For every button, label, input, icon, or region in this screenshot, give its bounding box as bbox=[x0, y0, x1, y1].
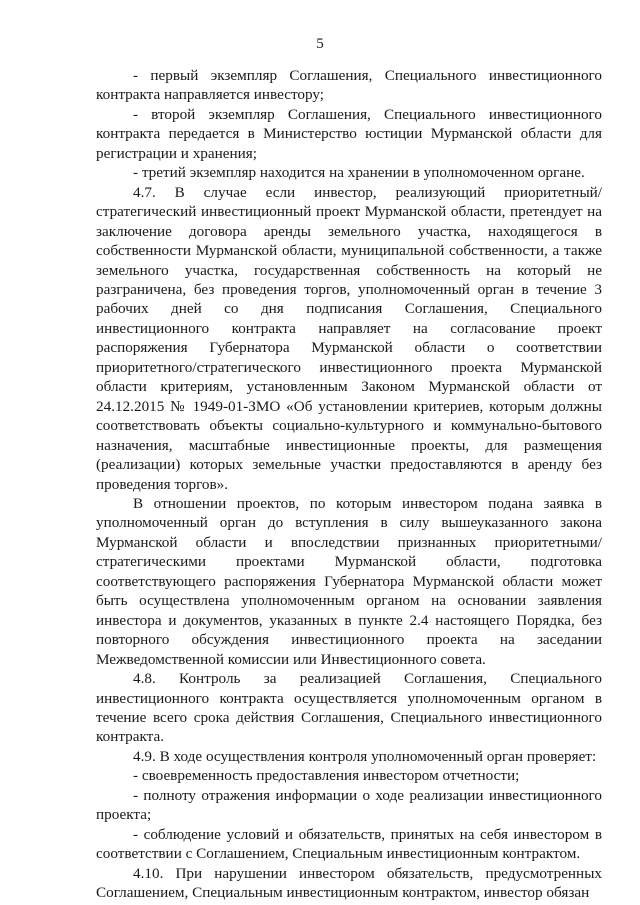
paragraph-4-9: 4.9. В ходе осуществления контроля уполномоченный орган проверяет: bbox=[133, 747, 597, 765]
paragraph-third-copy: - третий экземпляр находится на хранении в уполномоченном органе. bbox=[133, 164, 585, 182]
document-body bbox=[96, 66, 602, 902]
paragraph-check-completeness: - полноту отражения информации о ходе реализации инвестиционного проекта; bbox=[96, 786, 602, 824]
paragraph-check-obligations: - соблюдение условий и обязательств, принятых на себя инвестором в соответствии с Соглашением, Специальным инвестиционным контрактом. bbox=[96, 825, 602, 863]
paragraph-second-copy: - второй экземпляр Соглашения, Специального инвестиционного контракта передается в Министерство юстиции Мурманской области для регистрации и хранения; bbox=[96, 105, 602, 162]
paragraph-check-reporting: - своевременность предоставления инвестором отчетности; bbox=[133, 767, 520, 785]
page-number: 5 bbox=[316, 36, 324, 52]
paragraph-first-copy: - первый экземпляр Соглашения, Специального инвестиционного контракта направляется инвестору; bbox=[96, 67, 602, 104]
paragraph-projects-relation: В отношении проектов, по которым инвестором подана заявка в уполномоченный орган до вступления в силу вышеуказанного закона Мурманской области и впоследствии признанных приоритетными/стратегическими проектами Мурманской области, подготовка соответствующего распоряжения Губернатора Мурманской области может быть осуществлена уполномоченным органом на основании заявления инвестора и документов, указанных в пункте 2.4 настоящего Порядка, без повторного обсуждения инвестиционного проекта на заседании Межведомственной комиссии или Инвестиционного совета. bbox=[96, 494, 602, 668]
paragraph-4-8: 4.8. Контроль за реализацией Соглашения, Специального инвестиционного контракта осуществляется уполномоченным органом в течение всего срока действия Соглашения, Специального инвестиционного контракта. bbox=[96, 670, 602, 746]
paragraph-4-10: 4.10. При нарушении инвестором обязательств, предусмотренных Соглашением, Специальным инвестиционным контрактом, инвестор обязан bbox=[96, 864, 602, 902]
paragraph-4-7: 4.7. В случае если инвестор, реализующий приоритетный/стратегический инвестиционный проект Мурманской области, претендует на заключение договора аренды земельного участка, находящегося в собственности Мурманской области, муниципальной собственности, а также земельного участка, государственная собственность на который не разграничена, без проведения торгов, уполномоченный орган в течение 3 рабочих дней со дня подписания Соглашения, Специального инвестиционного контракта направляет на согласование проект распоряжения Губернатора Мурманской области о соответствии приоритетного/стратегического инвестиционного проекта Мурманской области критериям, установленным Законом Мурманской области от 24.12.2015 № 1949-01-ЗМО «Об установлении критериев, которым должны соответствовать объекты социально-культурного и коммунально-бытового назначения, масштабные инвестиционные проекты, для размещения (реализации) которых земельные участки предоставляются в аренду без проведения торгов». bbox=[96, 183, 602, 493]
